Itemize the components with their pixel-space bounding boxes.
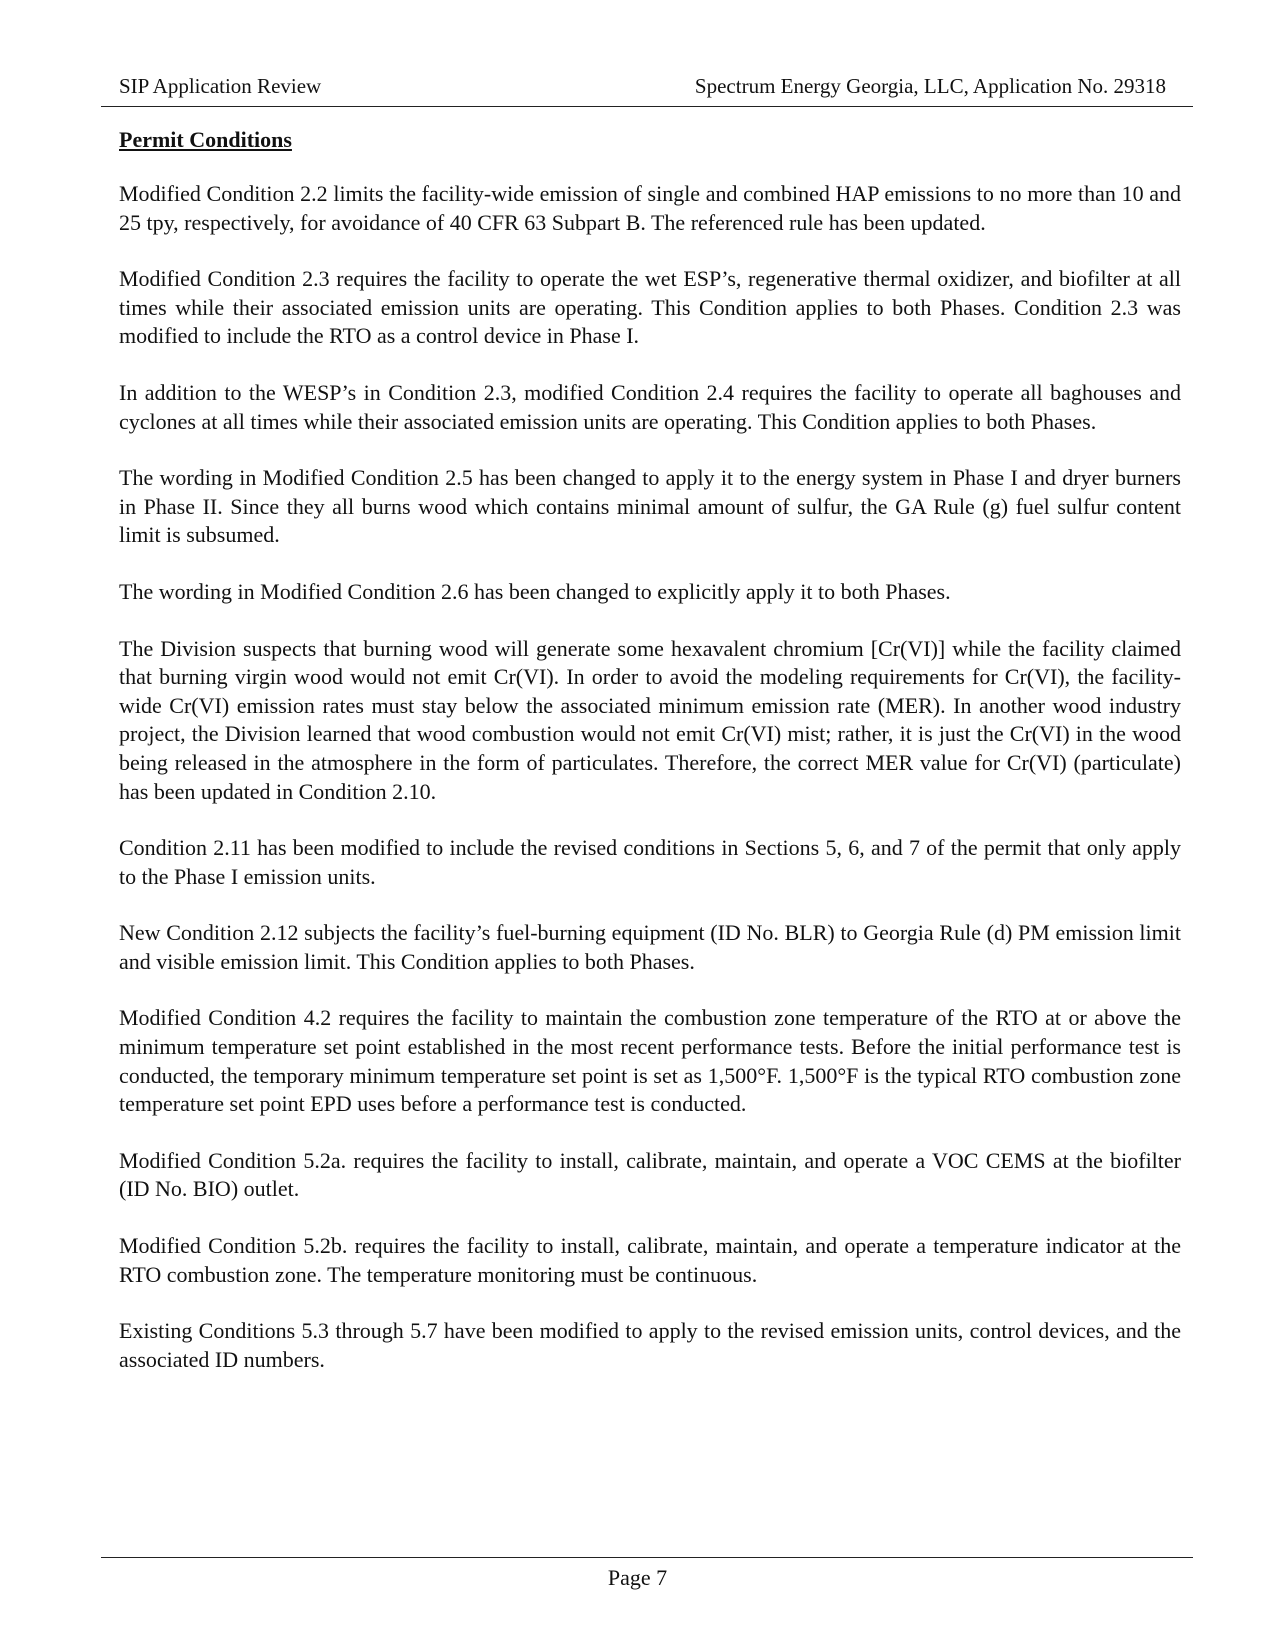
paragraph-condition-2-3: Modified Condition 2.3 requires the facility to operate the wet ESP’s, regenerative thermal oxidizer, and biofilter at all times while their associated emission units are operating. This Condition applies to both Phases. Condition 2.3 was modified to include the RTO as a control device in Phase I. [119,266,1181,349]
page-number: Page 7 [607,1565,668,1590]
section-title: Permit Conditions [119,127,292,152]
paragraph-condition-2-5: The wording in Modified Condition 2.5 has been changed to apply it to the energy system in Phase I and dryer burners in Phase II. Since they all burns wood which contains minimal amount of sulfur, the GA Rule (g) fuel sulfur content limit is subsumed. [119,465,1181,548]
paragraph-condition-2-4: In addition to the WESP’s in Condition 2.3, modified Condition 2.4 requires the facility to operate all baghouses and cyclones at all times while their associated emission units are operating. This Condition applies to both Phases. [119,379,1181,434]
paragraph-condition-2-12: New Condition 2.12 subjects the facility’s fuel-burning equipment (ID No. BLR) to Georgia Rule (d) PM emission limit and visible emission limit. This Condition applies to both Phases. [119,920,1181,974]
footer-divider [101,1557,1193,1558]
paragraph-conditions-5-3-to-5-7: Existing Conditions 5.3 through 5.7 have been modified to apply to the revised emission units, control devices, and the associated ID numbers. [119,1318,1181,1372]
paragraph-condition-2-6: The wording in Modified Condition 2.6 has been changed to explicitly apply it to both Phases. [119,578,951,604]
document-body [119,126,1181,1402]
paragraph-condition-5-2a: Modified Condition 5.2a. requires the facility to install, calibrate, maintain, and operate a VOC CEMS at the biofilter (ID No. BIO) outlet. [119,1147,1181,1202]
paragraph-condition-2-10: The Division suspects that burning wood will generate some hexavalent chromium [Cr(VI)] while the facility claimed that burning virgin wood would not emit Cr(VI). In order to avoid the modeling requirements for Cr(VI), the facility-wide Cr(VI) emission rates must stay below the associated minimum emission rate (MER). In another wood industry project, the Division learned that wood combustion would not emit Cr(VI) mist; rather, it is just the Cr(VI) in the wood being released in the atmosphere in the form of particulates. Therefore, the correct MER value for Cr(VI) (particulate) has been updated in Condition 2.10. [119,635,1181,804]
page-header [101,68,1193,107]
paragraph-condition-5-2b: Modified Condition 5.2b. requires the facility to install, calibrate, maintain, and operate a temperature indicator at the RTO combustion zone. The temperature monitoring must be continuous. [119,1233,1181,1287]
header-document-title: SIP Application Review [119,74,322,98]
paragraph-condition-2-11: Condition 2.11 has been modified to include the revised conditions in Sections 5, 6, and 7 of the permit that only apply to the Phase I emission units. [119,835,1181,889]
paragraph-condition-2-2: Modified Condition 2.2 limits the facility-wide emission of single and combined HAP emissions to no more than 10 and 25 tpy, respectively, for avoidance of 40 CFR 63 Subpart B. The referenced rule has been updated. [119,181,1181,235]
paragraph-condition-4-2: Modified Condition 4.2 requires the facility to maintain the combustion zone temperature of the RTO at or above the minimum temperature set point established in the most recent performance tests. Before the initial performance test is conducted, the temporary minimum temperature set point is set as 1,500°F. 1,500°F is the typical RTO combustion zone temperature set point EPD uses before a performance test is conducted. [119,1005,1181,1117]
header-applicant-info: Spectrum Energy Georgia, LLC, Application No. 29318 [694,74,1166,98]
